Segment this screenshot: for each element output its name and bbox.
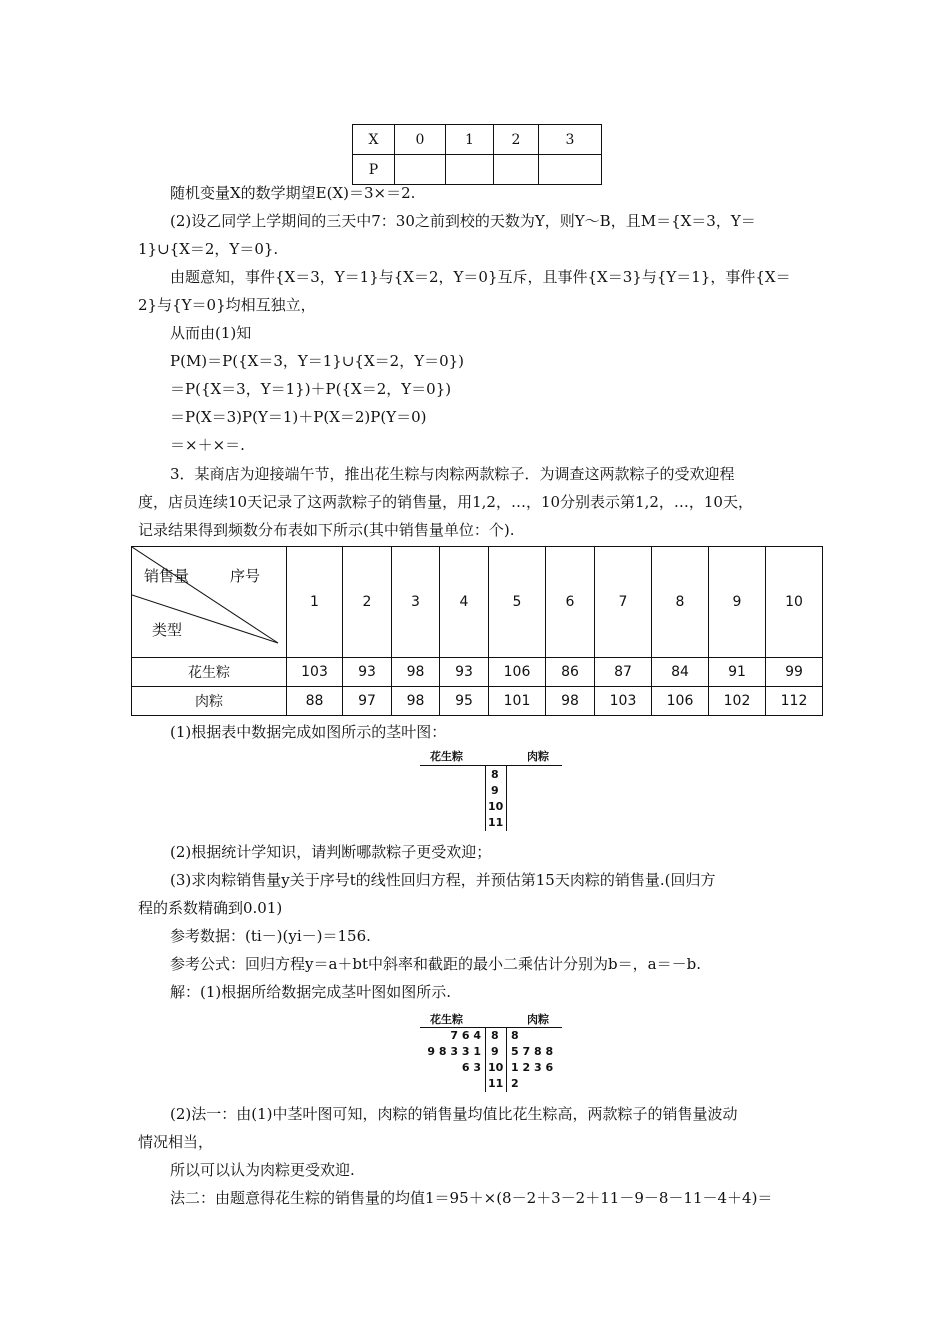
table-cell: 95 <box>440 687 489 716</box>
text-line: (3)求肉粽销售量y关于序号t的线性回归方程，并预估第15天肉粽的销售量.(回归方 <box>170 871 716 889</box>
table-row <box>353 125 602 155</box>
stem-value: 8 <box>491 1029 499 1042</box>
table-cell: 93 <box>440 658 489 687</box>
stem-value: 9 <box>491 1045 499 1058</box>
table-cell: 102 <box>709 687 766 716</box>
stem-value: 11 <box>488 816 504 829</box>
table-row-label: 花生粽 <box>132 658 287 687</box>
table-cell <box>494 155 539 185</box>
table-cell: 1 <box>446 125 494 155</box>
divider <box>485 765 486 831</box>
table-cell: 103 <box>595 687 652 716</box>
text-line: 从而由(1)知 <box>170 324 252 342</box>
sales-table <box>131 546 823 716</box>
stem-value: 8 <box>491 768 499 781</box>
table-cell: 88 <box>287 687 343 716</box>
stem-head-left: 花生粽 <box>430 1013 463 1026</box>
table-cell: 2 <box>494 125 539 155</box>
leaf-right: 5 7 8 8 <box>511 1045 554 1058</box>
table-header-cell: 6 <box>546 547 595 658</box>
leaf-left: 7 6 4 <box>450 1029 481 1042</box>
divider <box>485 1027 486 1092</box>
table-header-cell: 4 <box>440 547 489 658</box>
table-cell: 99 <box>766 658 823 687</box>
table-row <box>132 547 823 658</box>
table-cell: 93 <box>343 658 392 687</box>
table-header-cell: 8 <box>652 547 709 658</box>
table-cell: P <box>353 155 395 185</box>
stem-value: 10 <box>488 800 504 813</box>
table-cell: 0 <box>395 125 446 155</box>
table-header-cell: 10 <box>766 547 823 658</box>
leaf-right: 1 2 3 6 <box>511 1061 554 1074</box>
table-cell: 91 <box>709 658 766 687</box>
table-header-cell: 3 <box>392 547 440 658</box>
text-line: 法二：由题意得花生粽的销售量的均值1＝95＋×(8－2＋3－2＋11－9－8－11－4＋4)＝ <box>170 1189 773 1207</box>
table-header-cell: 2 <box>343 547 392 658</box>
table-cell: 84 <box>652 658 709 687</box>
text-line: 2}与{Y＝0}均相互独立， <box>138 296 316 314</box>
table-row <box>132 687 823 716</box>
text-line: 由题意知，事件{X＝3，Y＝1}与{X＝2，Y＝0}互斥，且事件{X＝3}与{Y＝1}，事件{X＝ <box>170 268 791 286</box>
stem-leaf-filled <box>420 1011 565 1093</box>
stem-head-left: 花生粽 <box>430 750 463 763</box>
table-cell: 98 <box>392 687 440 716</box>
text-line: 参考公式：回归方程y＝a＋bt中斜率和截距的最小二乘估计分别为b＝，a＝－b. <box>170 955 701 973</box>
table-cell: 86 <box>546 658 595 687</box>
table-cell: 106 <box>652 687 709 716</box>
table-header-cell: 5 <box>489 547 546 658</box>
leaf-right: 2 <box>511 1077 519 1090</box>
stem-value: 11 <box>488 1077 504 1090</box>
text-line: 情况相当， <box>138 1133 214 1151</box>
text-line: ＝×＋×＝. <box>170 436 245 454</box>
text-line: 记录结果得到频数分布表如下所示(其中销售量单位：个). <box>138 521 515 539</box>
leaf-left: 9 8 3 3 1 <box>427 1045 481 1058</box>
stem-head-right: 肉粽 <box>527 1013 549 1026</box>
text-line: 所以可以认为肉粽更受欢迎. <box>170 1161 355 1179</box>
corner-label-type: 类型 <box>152 621 183 639</box>
table-cell: 3 <box>539 125 602 155</box>
table-header-cell: 9 <box>709 547 766 658</box>
table-cell: 98 <box>546 687 595 716</box>
text-line: (2)设乙同学上学期间的三天中7：30之前到校的天数为Y，则Y～B，且M＝{X＝3，Y＝ <box>170 212 756 230</box>
table-row-label: 肉粽 <box>132 687 287 716</box>
text-line: 参考数据：(ti－)(yi－)＝156. <box>170 927 371 945</box>
table-row <box>132 658 823 687</box>
table-cell <box>446 155 494 185</box>
table-header-cell: 7 <box>595 547 652 658</box>
text-line: (2)根据统计学知识，请判断哪款粽子更受欢迎； <box>170 843 492 861</box>
text-line: 程的系数精确到0.01) <box>138 899 283 917</box>
text-line: (2)法一：由(1)中茎叶图可知，肉粽的销售量均值比花生粽高，两款粽子的销售量波动 <box>170 1105 738 1123</box>
leaf-right: 8 <box>511 1029 519 1042</box>
table-header-cell: 1 <box>287 547 343 658</box>
table-cell: 98 <box>392 658 440 687</box>
stem-leaf-blank <box>420 748 565 832</box>
table-cell <box>395 155 446 185</box>
corner-label-sales: 销售量 <box>144 567 190 585</box>
table-cell: 106 <box>489 658 546 687</box>
table-cell <box>539 155 602 185</box>
text-line: 度，店员连续10天记录了这两款粽子的销售量，用1,2，…，10分别表示第1,2，…，10天， <box>138 493 753 511</box>
table-corner-cell <box>132 547 287 658</box>
divider <box>506 1027 507 1092</box>
text-line: P(M)＝P({X＝3，Y＝1}∪{X＝2，Y＝0}) <box>170 352 465 370</box>
corner-label-day: 序号 <box>230 567 261 585</box>
stem-head-right: 肉粽 <box>527 750 549 763</box>
table-cell: 87 <box>595 658 652 687</box>
text-line: ＝P({X＝3，Y＝1})＋P({X＝2，Y＝0}) <box>170 380 452 398</box>
text-line: (1)根据表中数据完成如图所示的茎叶图： <box>170 723 447 741</box>
text-line: 1}∪{X＝2，Y＝0}. <box>138 240 279 258</box>
divider <box>506 765 507 831</box>
text-line: ＝P(X＝3)P(Y＝1)＋P(X＝2)P(Y＝0) <box>170 408 427 426</box>
text-line: 随机变量X的数学期望E(X)＝3×＝2. <box>170 184 416 202</box>
stem-value: 9 <box>491 784 499 797</box>
distribution-table-x <box>352 124 602 185</box>
table-cell: 112 <box>766 687 823 716</box>
stem-value: 10 <box>488 1061 504 1074</box>
diagonal-line <box>132 547 286 657</box>
table-cell: 97 <box>343 687 392 716</box>
table-row <box>353 155 602 185</box>
text-line: 解：(1)根据所给数据完成茎叶图如图所示. <box>170 983 452 1001</box>
text-line: 3．某商店为迎接端午节，推出花生粽与肉粽两款粽子．为调查这两款粽子的受欢迎程 <box>170 465 735 483</box>
leaf-left: 6 3 <box>461 1061 481 1074</box>
table-cell: 101 <box>489 687 546 716</box>
table-cell: X <box>353 125 395 155</box>
table-cell: 103 <box>287 658 343 687</box>
